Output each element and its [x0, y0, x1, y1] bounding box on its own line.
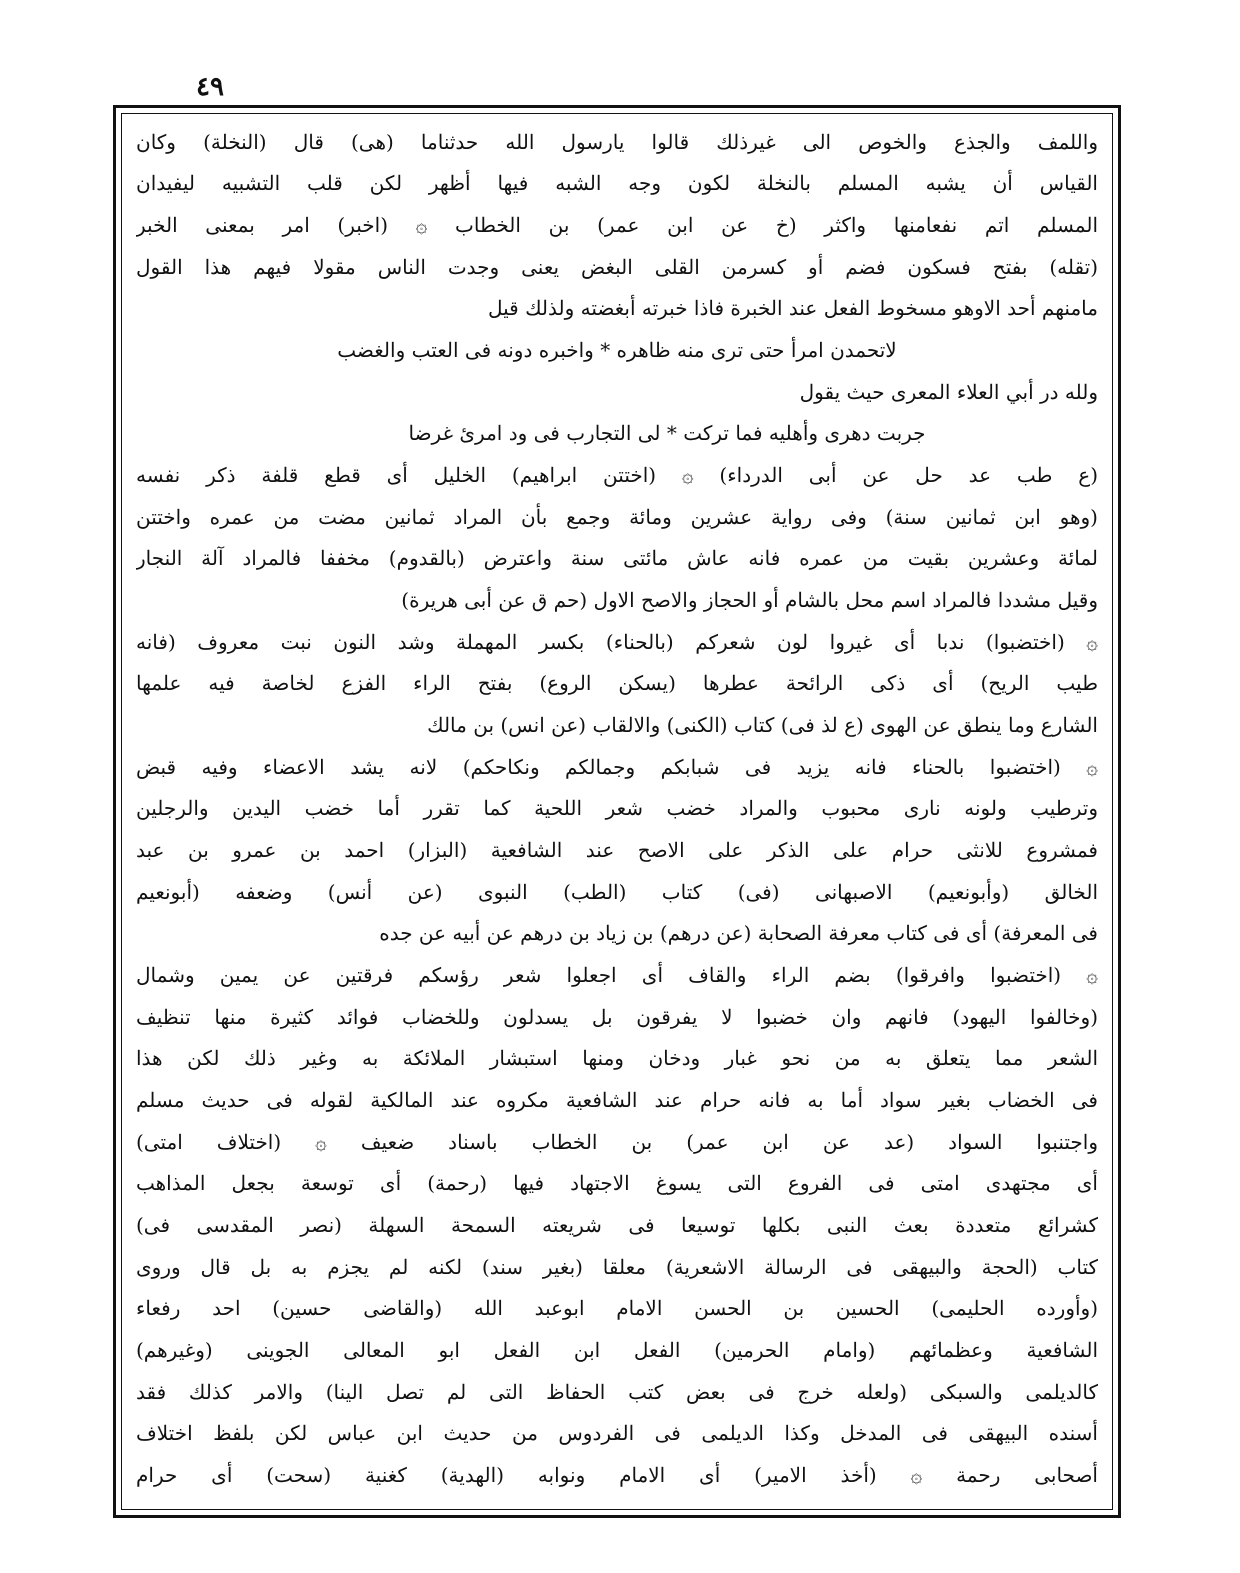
text-line: (ع طب عد حل عن أبى الدرداء) ۞ (اختتن ابراهيم) الخليل أى قطع قلفة ذكر نفسه: [136, 463, 1098, 487]
text-line: أسنده البيهقى فى المدخل وكذا الديلمى فى الفردوس من حديث ابن عباس لكن بلفظ اختلاف: [136, 1421, 1098, 1445]
text-line: أى مجتهدى امتى فى الفروع التى يسوغ الاجتهاد فيها (رحمة) أى توسعة بجعل المذاهب: [136, 1171, 1098, 1195]
text-line: فى المعرفة) أى فى كتاب معرفة الصحابة (عن درهم) بن زياد بن درهم عن أبيه عن جده: [379, 921, 1098, 945]
text-line: الشافعية وعظمائهم (وامام الحرمين) الفعل ابن الفعل ابو المعالى الجوينى (وغيرهم): [136, 1338, 1098, 1362]
page-number: ٤٩: [196, 72, 224, 102]
text-line: ۞ (اختضبوا) ندبا أى غيروا لون شعركم (بالحناء) بكسر المهملة وشد النون نبت معروف (فانه: [136, 630, 1098, 654]
text-line: وترطيب ولونه نارى محبوب والمراد خضب شعر اللحية كما تقرر أما خضب اليدين والرجلين: [136, 796, 1098, 820]
text-line: كشرائع متعددة بعث النبى بكلها توسيعا فى شريعته السمحة السهلة (نصر المقدسى فى): [136, 1213, 1098, 1237]
text-line: الشارع وما ينطق عن الهوى (ع لذ فى) كتاب (الكنى) والالقاب (عن انس) بن مالك: [427, 713, 1098, 737]
text-line: أصحابى رحمة ۞ (أخذ الامير) أى الامام ونوابه (الهدية) كغنية (سحت) أى حرام: [136, 1463, 1098, 1487]
text-line: الخالق (وأبونعيم) الاصبهانى (فى) كتاب (الطب) النبوى (عن أنس) وضعفه (أبونعيم: [136, 880, 1098, 904]
text-block: [136, 124, 1098, 1496]
text-line: طيب الريح) أى ذكى الرائحة عطرها (يسكن الروع) بفتح الراء الفزع لخاصة فيه علمها: [136, 671, 1098, 695]
verse-line: لاتحمدن امرأ حتى ترى منه ظاهره * واخبره دونه فى العتب والغضب: [337, 338, 897, 362]
text-line: وقيل مشددا فالمراد اسم محل بالشام أو الحجاز والاصح الاول (حم ق عن أبى هريرة): [401, 588, 1098, 612]
text-line: القياس أن يشبه المسلم بالنخلة لكون وجه الشبه فيها أظهر لكن قلب التشبيه ليفيدان: [136, 171, 1098, 195]
verse-line: جربت دهرى وأهليه فما تركت * لى التجارب فى ود امرئ غرضا: [408, 421, 926, 445]
text-line: واجتنبوا السواد (عد عن ابن عمر) بن الخطاب باسناد ضعيف ۞ (اختلاف امتى): [136, 1130, 1098, 1154]
text-line: مامنهم أحد الاوهو مسخوط الفعل عند الخبرة فاذا خبرته أبغضته ولذلك قيل: [487, 296, 1098, 320]
text-line: (وأورده الحليمى) الحسين بن الحسن الامام ابوعبد الله (والقاضى حسين) احد رفعاء: [136, 1296, 1098, 1320]
text-line: الشعر مما يتعلق به من نحو غبار ودخان ومنها استبشار الملائكة به وغير ذلك لكن هذا: [136, 1046, 1098, 1070]
text-line: (تقله) بفتح فسكون فضم أو كسرمن القلى البغض يعنى وجدت الناس مقولا فيهم هذا القول: [136, 255, 1098, 279]
text-line: فى الخضاب بغير سواد أما به فانه حرام عند الشافعية مكروه عند المالكية لقوله فى حديث مسلم: [136, 1088, 1098, 1112]
text-line: ۞ (اختضبوا وافرقوا) بضم الراء والقاف أى اجعلوا شعر رؤسكم فرقتين عن يمين وشمال: [136, 963, 1098, 987]
text-line: كالديلمى والسبكى (ولعله خرج فى بعض كتب الحفاظ التى لم تصل الينا) والامر كذلك فقد: [136, 1380, 1098, 1404]
text-line: لمائة وعشرين بقيت من عمره فانه عاش مائتى سنة واعترض (بالقدوم) مخففا فالمراد آلة النجار: [136, 546, 1098, 570]
text-line: كتاب (الحجة والبيهقى فى الرسالة الاشعرية) معلقا (بغير سند) لكنه لم يجزم به بل قال وروى: [136, 1255, 1098, 1279]
text-line: ولله در أبي العلاء المعرى حيث يقول: [799, 380, 1098, 404]
text-line: (وهو ابن ثمانين سنة) وفى رواية عشرين ومائة وجمع بأن المراد ثمانين مضت من عمره واختتن: [136, 505, 1098, 529]
text-line: فمشروع للانثى حرام على الذكر على الاصح عند الشافعية (البزار) احمد بن عمرو بن عبد: [136, 838, 1098, 862]
text-line: ۞ (اختضبوا بالحناء فانه يزيد فى شبابكم وجمالكم ونكاحكم) لانه يشد الاعضاء وفيه قبض: [136, 755, 1098, 779]
text-line: واللمف والجذع والخوص الى غيرذلك قالوا يارسول الله حدثناما (هى) قال (النخلة) وكان: [136, 130, 1098, 154]
text-line: المسلم اتم نفعامنها واكثر (خ عن ابن عمر) بن الخطاب ۞ (اخبر) امر بمعنى الخبر: [136, 213, 1098, 237]
text-line: (وخالفوا اليهود) فانهم وان خضبوا لا يفرقون بل يسدلون وللخضاب فوائد كثيرة منها تنظيف: [136, 1005, 1098, 1029]
